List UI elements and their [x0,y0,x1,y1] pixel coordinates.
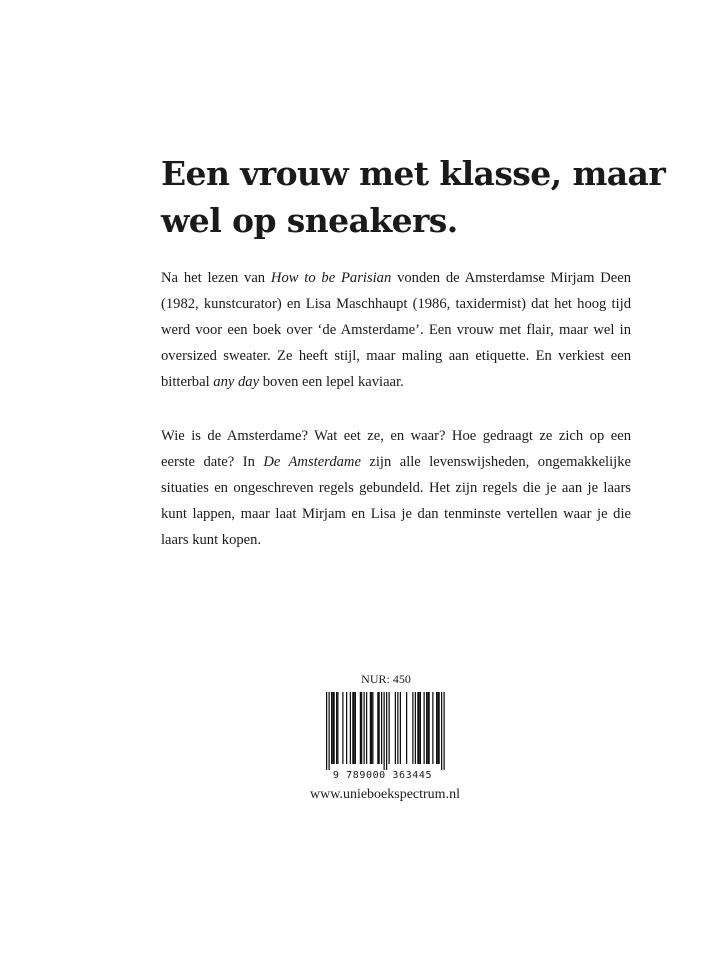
barcode-bar [437,692,438,764]
paragraph-line: situaties en ongeschreven regels gebundeld. Het zijn regels die je aan je laars [161,480,631,496]
barcode-bar [366,692,367,764]
barcode-bar [352,692,353,764]
barcode-bar [346,692,347,764]
book-title-italic: How to be Parisian [270,270,392,286]
barcode-bar [355,692,356,764]
barcode-bar [441,692,442,772]
barcode-bar [331,692,332,764]
barcode-bar [412,692,413,764]
barcode-bar [377,692,378,764]
barcode-bar [384,692,385,772]
description-paragraph-1 [161,265,631,395]
publisher-website: www.unieboekspectrum.nl [310,787,460,802]
barcode-bar [420,692,421,764]
isbn-number: 9 789000 363445 [320,770,445,781]
paragraph-line: Na het lezen van How to be Parisian vonden de Amsterdamse Mirjam Deen [161,270,632,286]
paragraph-line: eerste date? In De Amsterdame zijn alle levenswijsheden, ongemakkelijke [161,454,631,470]
barcode-bar [439,692,440,764]
paragraph-line: laars kunt kopen. [161,532,262,548]
barcode-bar [329,692,330,772]
barcode-bar [350,692,351,764]
headline-line: wel op sneakers. [161,201,458,240]
headline-line: Een vrouw met klasse, maar [161,154,666,193]
barcode-bar [400,692,401,764]
headline [161,150,666,244]
barcode-bar [444,692,445,772]
barcode-bar [406,692,407,764]
barcode-bar [381,692,382,764]
barcode-bar [372,692,373,764]
paragraph-line: oversized sweater. Ze heeft stijl, maar maling aan etiquette. En verkiest een [161,348,631,364]
nur-code: NUR: 450 [361,672,411,686]
barcode-bar [395,692,396,764]
barcode-bar [417,692,418,764]
paragraph-line: Wie is de Amsterdame? Wat eet ze, en waar? Hoe gedraagt ze zich op een [161,428,631,444]
barcode-bar [371,692,372,764]
barcode-bar [436,692,437,764]
barcode-bar [424,692,425,764]
barcode-bar [334,692,335,764]
barcode-bar [326,692,327,772]
barcode-bar [386,692,387,772]
barcode-bar [370,692,371,764]
barcode-bar [364,692,365,764]
barcode-bar [419,692,420,764]
paragraph-line: bitterbal any day boven een lepel kaviaar. [161,374,404,390]
barcode-bar [426,692,427,764]
paragraph-line: (1982, kunstcurator) en Lisa Maschhaupt (1986, taxidermist) dat het hoog tijd [161,296,631,312]
barcode-bar [432,692,433,764]
barcode-bar [332,692,333,764]
barcode-bar [337,692,338,764]
book-title-italic: De Amsterdame [263,454,361,470]
description-paragraph-2 [161,423,631,553]
barcode-bar [361,692,362,764]
barcode-graphic [320,692,445,772]
barcode-bar [360,692,361,764]
barcode-bar [354,692,355,764]
barcode-bar [415,692,416,764]
barcode-bar [379,692,380,764]
paragraph-line: kunt lappen, maar laat Mirjam en Lisa je dan tenminste vertellen waar je die [161,506,631,522]
barcode-bar [389,692,390,764]
barcode-bar [427,692,428,764]
barcode-bar [429,692,430,764]
barcode-bar [397,692,398,764]
barcode-bar [336,692,337,764]
barcode-bar [342,692,343,764]
paragraph-line: werd voor een boek over ‘de Amsterdame’. Een vrouw met flair, maar wel in [161,322,631,338]
emphasis-italic: any day [213,374,260,390]
